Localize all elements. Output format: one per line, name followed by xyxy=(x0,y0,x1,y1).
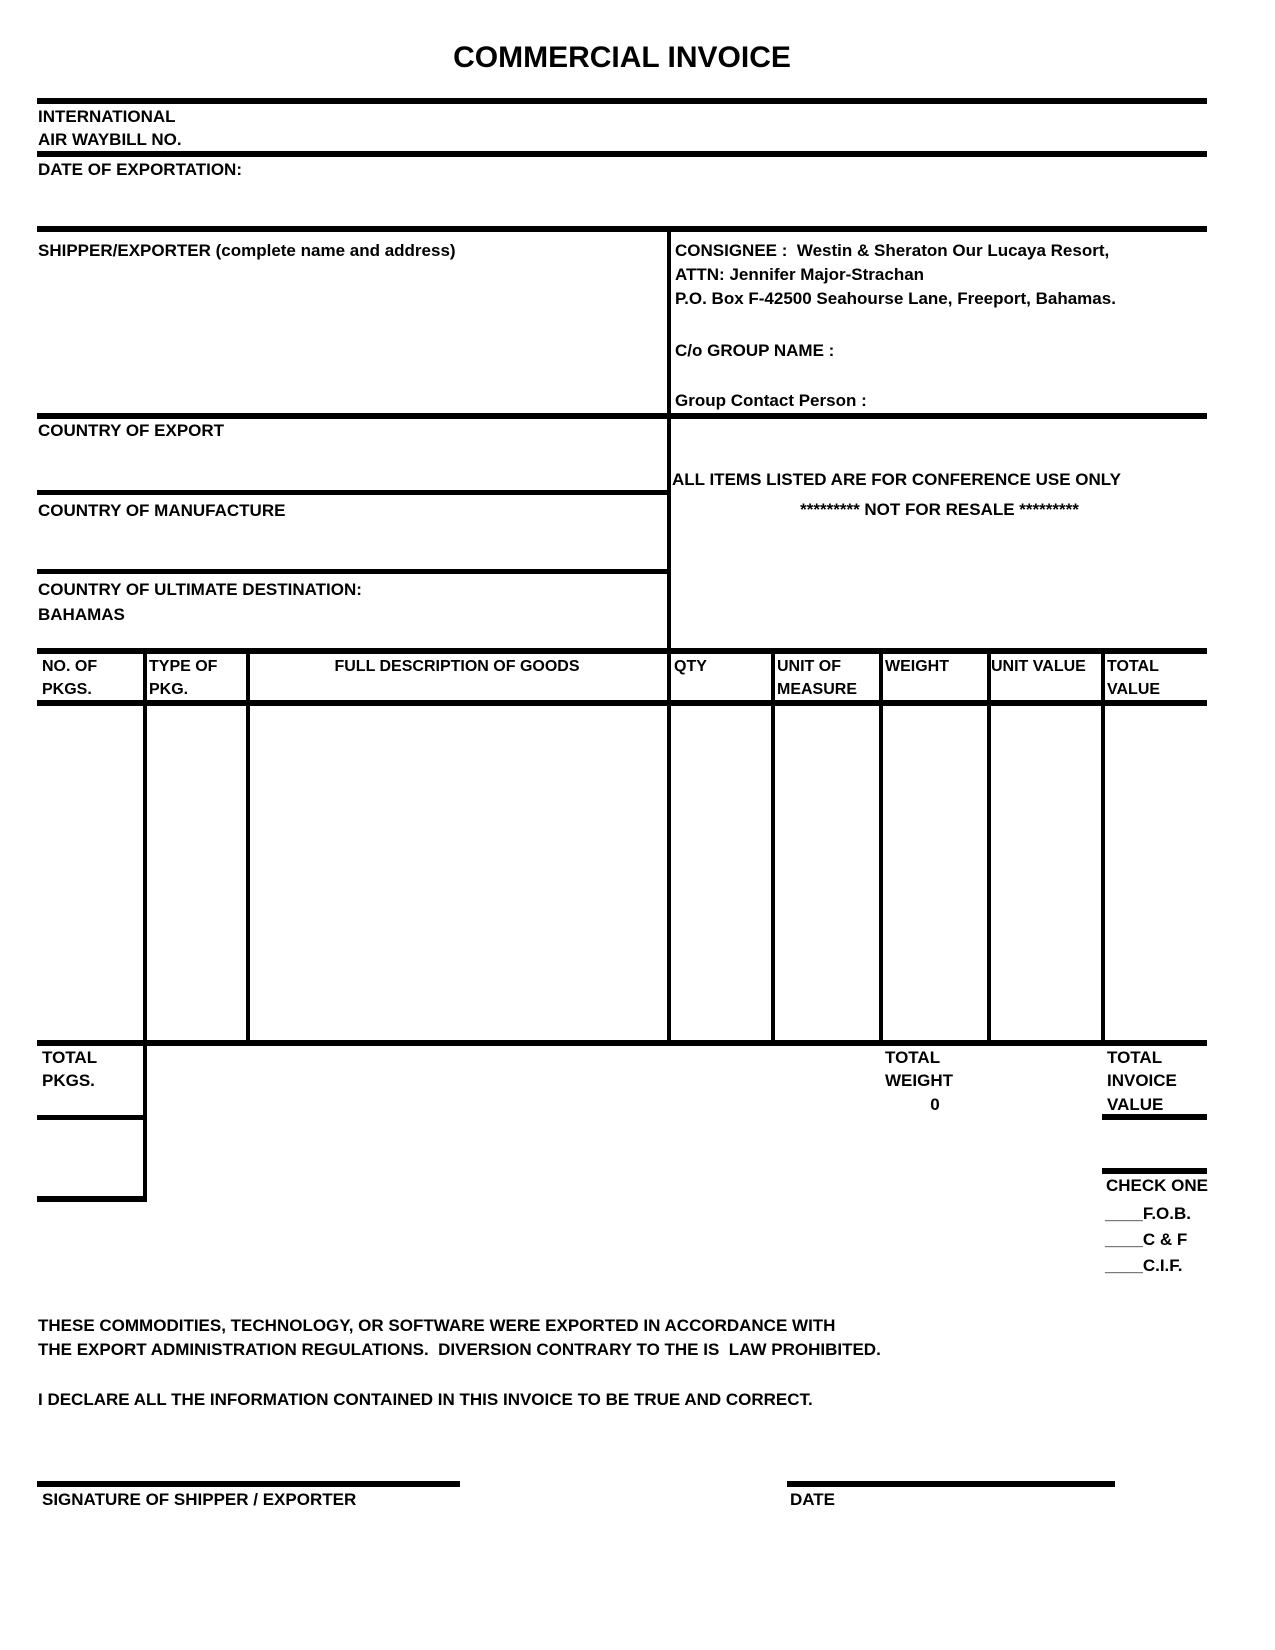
date-line xyxy=(787,1481,1115,1487)
shipper-exporter-label: SHIPPER/EXPORTER (complete name and address) xyxy=(38,241,456,260)
total-weight-label-2: WEIGHT xyxy=(885,1071,953,1090)
cf-label: C & F xyxy=(1142,1230,1188,1249)
total-pkgs-box-bottom-line xyxy=(37,1196,147,1202)
table-column-line xyxy=(246,648,250,1046)
country-of-destination-value: BAHAMAS xyxy=(38,605,125,624)
international-label: INTERNATIONAL xyxy=(38,107,176,126)
check-one-label: CHECK ONE xyxy=(1106,1176,1209,1195)
fob-blank: ____ xyxy=(1105,1204,1143,1223)
col-header-total-value-2: VALUE xyxy=(1107,681,1161,698)
country-of-manufacture-label: COUNTRY OF MANUFACTURE xyxy=(38,501,286,520)
col-header-type-of-pkg: TYPE OF xyxy=(149,658,218,675)
consignee-attn-line: ATTN: Jennifer Major-Strachan xyxy=(675,265,925,284)
col-header-unit-of-measure: UNIT OF xyxy=(777,658,841,675)
total-invoice-label-2: INVOICE xyxy=(1107,1071,1177,1090)
column-divider-line xyxy=(667,226,671,1046)
total-invoice-label: TOTAL xyxy=(1107,1048,1163,1067)
cf-blank: ____ xyxy=(1105,1230,1143,1249)
date-of-exportation-label: DATE OF EXPORTATION: xyxy=(38,160,242,179)
divider-line xyxy=(37,413,1207,419)
col-header-total-value: TOTAL xyxy=(1107,658,1159,675)
cif-blank: ____ xyxy=(1105,1256,1143,1275)
export-declaration-line1: THESE COMMODITIES, TECHNOLOGY, OR SOFTWARE WERE EXPORTED IN ACCORDANCE WITH xyxy=(38,1316,836,1335)
table-column-line xyxy=(879,648,883,1046)
not-for-resale-note: ********* NOT FOR RESALE ********* xyxy=(800,500,1079,519)
truth-declaration-line: I DECLARE ALL THE INFORMATION CONTAINED IN THIS INVOICE TO BE TRUE AND CORRECT. xyxy=(38,1390,813,1409)
divider-line xyxy=(37,490,667,495)
total-weight-label: TOTAL xyxy=(885,1048,941,1067)
table-top-line xyxy=(37,648,1207,654)
col-header-qty: QTY xyxy=(674,658,707,675)
consignee-address-line: P.O. Box F-42500 Seahourse Lane, Freeport, Bahamas. xyxy=(675,289,1116,308)
group-name-label: C/o GROUP NAME : xyxy=(675,341,835,360)
cif-label: C.I.F. xyxy=(1142,1256,1183,1275)
check-option-fob xyxy=(1105,1204,1191,1224)
total-pkgs-label: TOTAL xyxy=(42,1048,98,1067)
air-waybill-label: AIR WAYBILL NO. xyxy=(38,130,182,149)
page-title: COMMERCIAL INVOICE xyxy=(453,41,791,74)
country-of-export-label: COUNTRY OF EXPORT xyxy=(38,421,225,440)
check-option-cif xyxy=(1105,1256,1183,1276)
total-invoice-label-3: VALUE xyxy=(1107,1095,1164,1114)
total-invoice-underline xyxy=(1102,1114,1207,1120)
col-header-weight: WEIGHT xyxy=(885,658,949,675)
check-one-top-line xyxy=(1102,1168,1207,1174)
check-option-cf xyxy=(1105,1230,1187,1250)
col-header-no-of-pkgs-2: PKGS. xyxy=(42,681,92,698)
signature-line xyxy=(37,1481,460,1487)
date-label: DATE xyxy=(790,1490,836,1509)
divider-line xyxy=(37,98,1207,104)
col-header-no-of-pkgs: NO. OF xyxy=(42,658,98,675)
fob-label: F.O.B. xyxy=(1142,1204,1191,1223)
total-pkgs-underline xyxy=(37,1115,147,1120)
col-header-unit-value: UNIT VALUE xyxy=(991,658,1086,675)
export-declaration-line2: THE EXPORT ADMINISTRATION REGULATIONS. DIVERSION CONTRARY TO THE IS LAW PROHIBITED. xyxy=(38,1340,881,1359)
table-column-line xyxy=(1101,648,1105,1046)
table-bottom-line xyxy=(37,1040,1207,1046)
table-column-line xyxy=(771,648,775,1046)
divider-line xyxy=(37,226,1207,232)
total-weight-value: 0 xyxy=(930,1095,940,1114)
total-pkgs-label-2: PKGS. xyxy=(42,1071,95,1090)
divider-line xyxy=(37,151,1207,157)
signature-label: SIGNATURE OF SHIPPER / EXPORTER xyxy=(42,1490,357,1509)
consignee-line: CONSIGNEE : Westin & Sheraton Our Lucaya Resort, xyxy=(675,241,1110,260)
divider-line xyxy=(37,569,667,574)
country-of-destination-label: COUNTRY OF ULTIMATE DESTINATION: xyxy=(38,580,362,599)
conference-use-note: ALL ITEMS LISTED ARE FOR CONFERENCE USE ONLY xyxy=(672,470,1121,489)
col-header-type-of-pkg-2: PKG. xyxy=(149,681,189,698)
col-header-description: FULL DESCRIPTION OF GOODS xyxy=(334,658,580,675)
group-contact-label: Group Contact Person : xyxy=(675,391,867,410)
table-column-line xyxy=(987,648,991,1046)
table-header-bottom-line xyxy=(37,700,1207,706)
col-header-unit-of-measure-2: MEASURE xyxy=(777,681,858,698)
